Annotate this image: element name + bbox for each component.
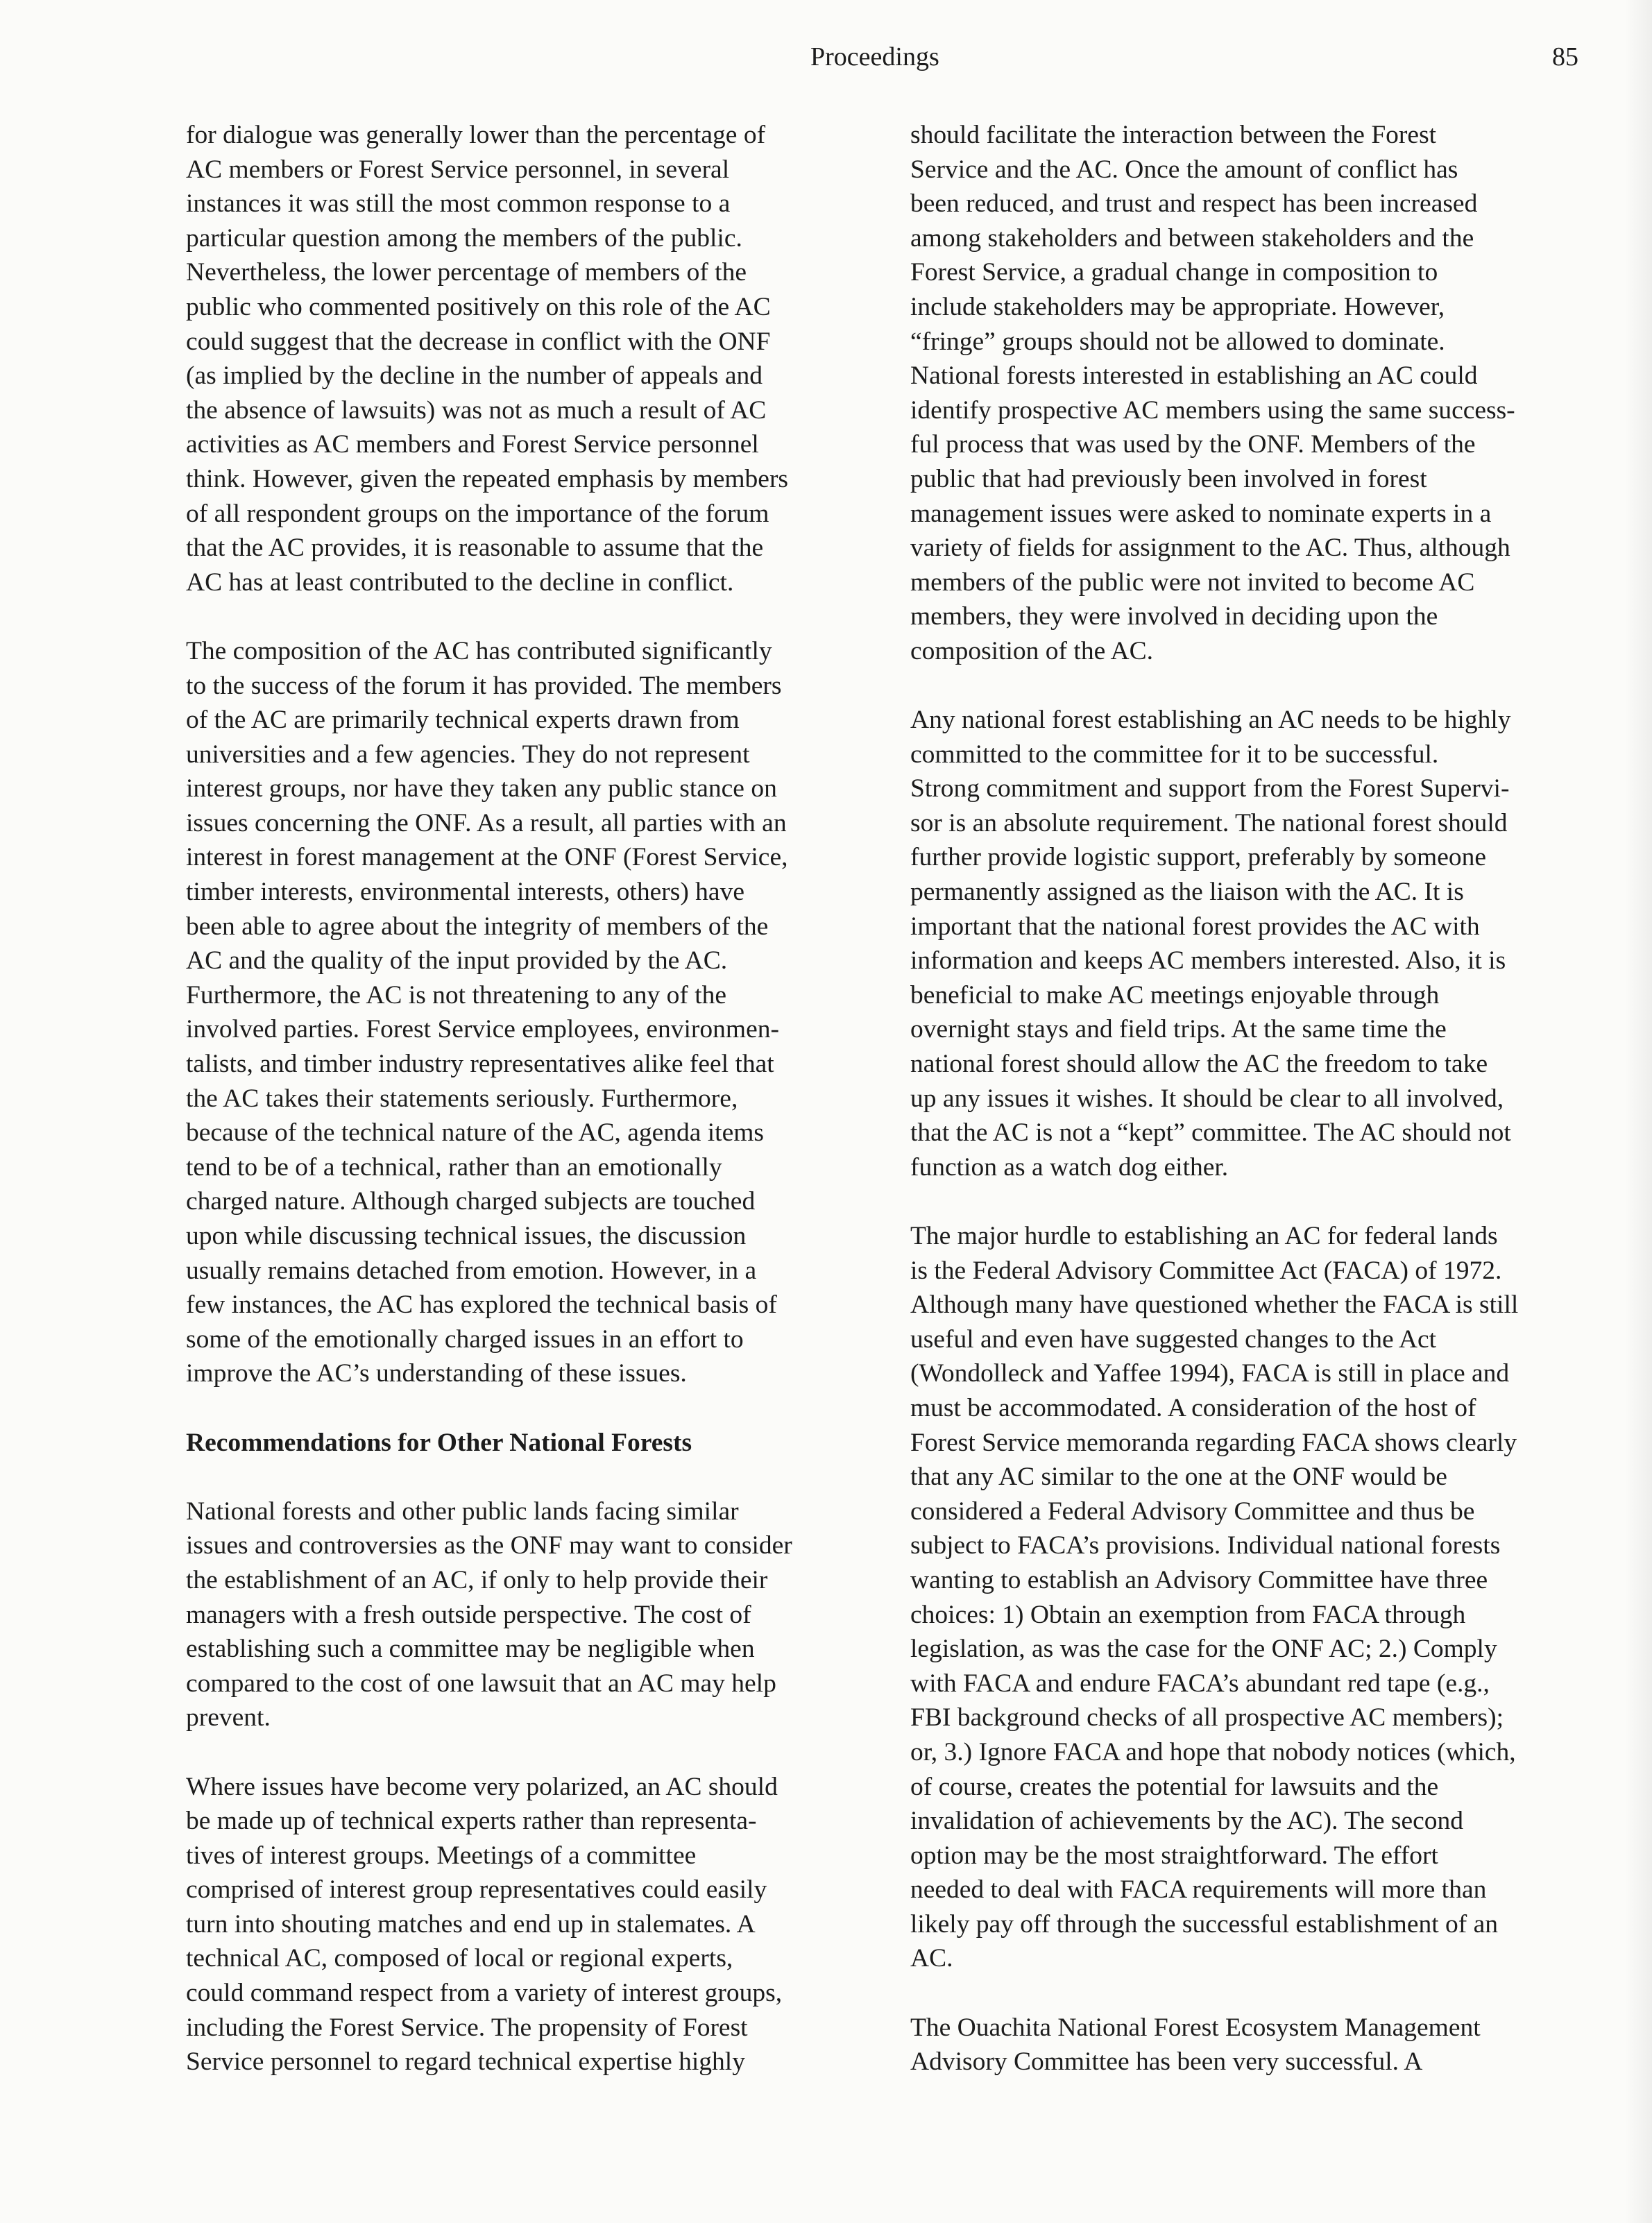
- text-line: FBI background checks of all prospective AC members);: [910, 1703, 1504, 1732]
- text-line: The Ouachita National Forest Ecosystem Management: [910, 2013, 1481, 2042]
- text-line: could suggest that the decrease in conflict with the ONF: [186, 327, 771, 356]
- text-line: The major hurdle to establishing an AC for federal lands: [910, 1222, 1498, 1250]
- right-column: [910, 118, 1590, 2113]
- text-line: of the AC are primarily technical experts drawn from: [186, 706, 740, 735]
- text-line: with FACA and endure FACA’s abundant red tape (e.g.,: [910, 1669, 1490, 1698]
- text-line: been reduced, and trust and respect has been increased: [910, 189, 1478, 219]
- text-line: function as a watch dog either.: [910, 1152, 1229, 1182]
- text-line: The composition of the AC has contributed significantly: [186, 636, 772, 665]
- text-line: overnight stays and field trips. At the same time the: [910, 1015, 1447, 1044]
- text-line: include stakeholders may be appropriate. However,: [910, 292, 1445, 321]
- paragraph: [186, 118, 852, 599]
- text-line: identify prospective AC members using the same success-: [910, 395, 1515, 425]
- text-line: that any AC similar to the one at the ONF would be: [910, 1463, 1447, 1492]
- text-line: improve the AC’s understanding of these issues.: [186, 1359, 687, 1388]
- text-line: considered a Federal Advisory Committee and thus be: [910, 1497, 1475, 1526]
- text-line: “fringe” groups should not be allowed to dominate.: [910, 327, 1445, 356]
- paragraph: [910, 2011, 1590, 2079]
- running-header: [0, 42, 1652, 83]
- text-line: subject to FACA’s provisions. Individual national forests: [910, 1531, 1501, 1560]
- text-line: some of the emotionally charged issues in an effort to: [186, 1325, 744, 1354]
- text-line: be made up of technical experts rather than representa-: [186, 1807, 757, 1836]
- paragraph: [910, 118, 1590, 669]
- text-line: comprised of interest group representatives could easily: [186, 1875, 767, 1905]
- text-line: invalidation of achievements by the AC). The second: [910, 1807, 1464, 1836]
- text-line: tives of interest groups. Meetings of a committee: [186, 1841, 697, 1870]
- text-line: choices: 1) Obtain an exemption from FACA through: [910, 1600, 1466, 1629]
- text-line: AC and the quality of the input provided by the AC.: [186, 946, 728, 976]
- text-line: managers with a fresh outside perspective. The cost of: [186, 1600, 751, 1629]
- text-line: technical AC, composed of local or regional experts,: [186, 1944, 733, 1973]
- text-line: tend to be of a technical, rather than an emotionally: [186, 1152, 722, 1182]
- text-line: universities and a few agencies. They do not represent: [186, 740, 750, 769]
- text-line: members, they were involved in deciding upon the: [910, 602, 1438, 631]
- text-line: of all respondent groups on the importance of the forum: [186, 499, 769, 528]
- text-line: Forest Service, a gradual change in composition to: [910, 258, 1438, 287]
- text-line: information and keeps AC members interested. Also, it is: [910, 946, 1506, 976]
- text-line: Any national forest establishing an AC needs to be highly: [910, 706, 1511, 735]
- text-line: timber interests, environmental interests, others) have: [186, 878, 744, 907]
- text-line: (Wondolleck and Yaffee 1994), FACA is still in place and: [910, 1359, 1510, 1388]
- text-line: must be accommodated. A consideration of the host of: [910, 1393, 1476, 1422]
- text-line: should facilitate the interaction between the Forest: [910, 121, 1437, 149]
- text-line: that the AC is not a “kept” committee. The AC should not: [910, 1118, 1511, 1148]
- text-line: prevent.: [186, 1703, 271, 1732]
- text-line: establishing such a committee may be negligible when: [186, 1635, 755, 1664]
- text-line: beneficial to make AC meetings enjoyable through: [910, 980, 1440, 1010]
- text-line: because of the technical nature of the AC, agenda items: [186, 1118, 765, 1148]
- text-line: upon while discussing technical issues, the discussion: [186, 1222, 747, 1250]
- text-line: sor is an absolute requirement. The national forest should: [910, 808, 1508, 837]
- text-line: the AC takes their statements seriously. Furthermore,: [186, 1084, 738, 1113]
- text-line: could command respect from a variety of interest groups,: [186, 1979, 783, 2008]
- text-line: talists, and timber industry representatives alike feel that: [186, 1050, 774, 1079]
- text-line: Service personnel to regard technical expertise highly: [186, 2047, 745, 2077]
- text-line: including the Forest Service. The propensity of Forest: [186, 2013, 748, 2042]
- text-line: National forests interested in establishing an AC could: [910, 361, 1478, 391]
- text-line: public who commented positively on this role of the AC: [186, 292, 771, 321]
- text-line: further provide logistic support, preferably by someone: [910, 843, 1486, 872]
- text-line: been able to agree about the integrity of members of the: [186, 912, 769, 941]
- running-title: Proceedings: [810, 42, 939, 71]
- section-heading: Recommendations for Other National Forests: [186, 1428, 692, 1457]
- text-line: variety of fields for assignment to the AC. Thus, although: [910, 534, 1510, 563]
- paragraph: [910, 1219, 1590, 1976]
- text-line: activities as AC members and Forest Service personnel: [186, 430, 759, 459]
- text-line: AC.: [910, 1944, 953, 1973]
- text-line: permanently assigned as the liaison with the AC. It is: [910, 878, 1464, 907]
- text-line: of course, creates the potential for lawsuits and the: [910, 1772, 1439, 1801]
- text-line: to the success of the forum it has provided. The members: [186, 671, 782, 700]
- page-number: 85: [1552, 42, 1578, 71]
- text-line: option may be the most straightforward. The effort: [910, 1841, 1438, 1870]
- text-line: needed to deal with FACA requirements will more than: [910, 1875, 1487, 1905]
- text-line: or, 3.) Ignore FACA and hope that nobody notices (which,: [910, 1737, 1516, 1766]
- text-line: involved parties. Forest Service employees, environmen-: [186, 1015, 779, 1044]
- text-line: particular question among the members of the public.: [186, 223, 742, 253]
- text-line: issues and controversies as the ONF may want to consider: [186, 1531, 792, 1560]
- paragraph: [186, 1494, 852, 1735]
- text-line: committed to the committee for it to be successful.: [910, 740, 1439, 769]
- text-line: interest in forest management at the ONF (Forest Service,: [186, 843, 788, 872]
- text-line: (as implied by the decline in the number of appeals and: [186, 361, 763, 391]
- text-line: ful process that was used by the ONF. Members of the: [910, 430, 1476, 459]
- text-line: Where issues have become very polarized, an AC should: [186, 1772, 778, 1801]
- text-line: AC has at least contributed to the decline in conflict.: [186, 568, 734, 597]
- text-line: management issues were asked to nominate experts in a: [910, 499, 1492, 528]
- text-line: Furthermore, the AC is not threatening to any of the: [186, 980, 727, 1010]
- text-line: wanting to establish an Advisory Committee have three: [910, 1565, 1488, 1594]
- text-line: National forests and other public lands facing similar: [186, 1497, 739, 1526]
- text-line: Forest Service memoranda regarding FACA shows clearly: [910, 1428, 1517, 1457]
- text-line: Service and the AC. Once the amount of conflict has: [910, 155, 1458, 184]
- text-line: AC members or Forest Service personnel, in several: [186, 155, 730, 184]
- text-line: members of the public were not invited to become AC: [910, 568, 1475, 597]
- text-line: useful and even have suggested changes to the Act: [910, 1325, 1437, 1354]
- text-line: turn into shouting matches and end up in stalemates. A: [186, 1909, 756, 1939]
- paragraph: [910, 703, 1590, 1184]
- text-line: likely pay off through the successful establishment of an: [910, 1909, 1499, 1939]
- text-line: is the Federal Advisory Committee Act (FACA) of 1972.: [910, 1256, 1502, 1285]
- text-line: public that had previously been involved in forest: [910, 464, 1427, 493]
- paragraph: [186, 1770, 852, 2079]
- text-line: Although many have questioned whether the FACA is still: [910, 1291, 1519, 1320]
- text-line: the absence of lawsuits) was not as much a result of AC: [186, 395, 767, 425]
- text-line: think. However, given the repeated emphasis by members: [186, 464, 789, 493]
- left-column: [186, 118, 852, 2113]
- text-line: few instances, the AC has explored the technical basis of: [186, 1291, 777, 1320]
- text-line: for dialogue was generally lower than the percentage of: [186, 121, 766, 149]
- text-line: important that the national forest provides the AC with: [910, 912, 1480, 941]
- text-line: national forest should allow the AC the freedom to take: [910, 1050, 1488, 1079]
- text-line: legislation, as was the case for the ONF AC; 2.) Comply: [910, 1635, 1497, 1664]
- text-line: compared to the cost of one lawsuit that an AC may help: [186, 1669, 776, 1698]
- text-line: interest groups, nor have they taken any public stance on: [186, 774, 777, 803]
- text-line: that the AC provides, it is reasonable to assume that the: [186, 534, 764, 563]
- text-line: Advisory Committee has been very successful. A: [910, 2047, 1423, 2077]
- text-line: composition of the AC.: [910, 636, 1153, 665]
- text-line: up any issues it wishes. It should be clear to all involved,: [910, 1084, 1504, 1113]
- paragraph: [186, 634, 852, 1391]
- text-line: Nevertheless, the lower percentage of members of the: [186, 258, 747, 287]
- text-line: among stakeholders and between stakeholders and the: [910, 223, 1474, 253]
- text-line: usually remains detached from emotion. However, in a: [186, 1256, 757, 1285]
- text-line: issues concerning the ONF. As a result, all parties with an: [186, 808, 787, 837]
- text-line: charged nature. Although charged subjects are touched: [186, 1187, 756, 1216]
- text-line: the establishment of an AC, if only to help provide their: [186, 1565, 768, 1594]
- text-line: Strong commitment and support from the Forest Supervi-: [910, 774, 1510, 803]
- text-line: instances it was still the most common response to a: [186, 189, 731, 219]
